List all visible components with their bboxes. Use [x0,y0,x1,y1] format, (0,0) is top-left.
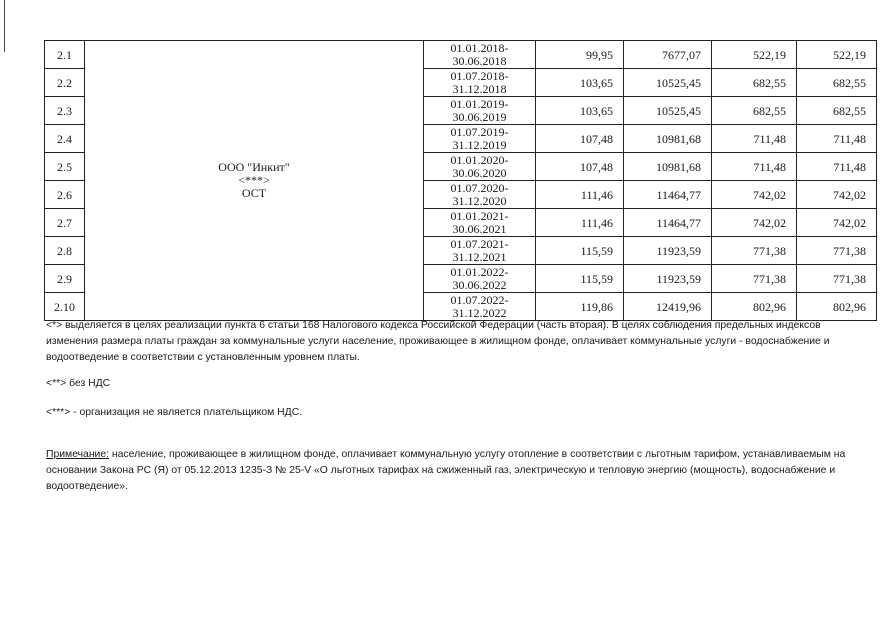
value-cell-4: 711,48 [797,125,877,153]
period-cell [424,237,536,265]
value-cell-4: 522,19 [797,41,877,69]
value-cell-2: 10981,68 [624,153,712,181]
value-cell-3: 771,38 [712,265,797,293]
period-end: 31.12.2022 [452,305,507,320]
row-number: 2.7 [45,209,85,237]
period-cell [424,97,536,125]
period-start: 01.07.2018- [450,68,509,83]
value-cell-1: 107,48 [536,125,624,153]
period-end: 30.06.2022 [452,277,507,292]
tariff-table-body [45,41,877,321]
row-number: 2.6 [45,181,85,209]
period-cell [424,41,536,69]
period-end: 31.12.2019 [452,137,507,152]
value-cell-2: 11923,59 [624,265,712,293]
period-cell [424,153,536,181]
row-number: 2.9 [45,265,85,293]
organization-mark: <***> [238,173,270,187]
value-cell-4: 711,48 [797,153,877,181]
value-cell-1: 115,59 [536,265,624,293]
period-start: 01.07.2021- [450,236,509,251]
period-start: 01.07.2020- [450,180,509,195]
period-cell [424,265,536,293]
value-cell-2: 12419,96 [624,293,712,321]
footnotes [46,318,846,495]
value-cell-3: 682,55 [712,69,797,97]
period-start: 01.07.2019- [450,124,509,139]
value-cell-1: 115,59 [536,237,624,265]
value-cell-1: 103,65 [536,97,624,125]
value-cell-3: 711,48 [712,153,797,181]
row-number: 2.3 [45,97,85,125]
period-end: 30.06.2021 [452,221,507,236]
value-cell-1: 107,48 [536,153,624,181]
value-cell-4: 802,96 [797,293,877,321]
footnote-vat-purpose: <*> выделяется в целях реализации пункта 6 статьи 168 Налогового кодекса Российской Федерации (часть вторая). В целях соблюдения предельных индексов изменения размера платы граждан за коммунальные услуги население, проживающее в жилищном фонде, оплачивает коммунальные услуги - водоснабжение и водоотведение в соответствии с установленным уровнем платы. [46,320,830,363]
value-cell-3: 742,02 [712,209,797,237]
period-end: 30.06.2019 [452,109,507,124]
organization-system: ОСТ [241,186,267,200]
value-cell-3: 742,02 [712,181,797,209]
value-cell-3: 771,38 [712,237,797,265]
period-end: 30.06.2020 [452,165,507,180]
value-cell-1: 111,46 [536,209,624,237]
footnote-not-vat-payer: <***> - организация не является плательщиком НДС. [46,407,303,418]
table-row [45,41,877,69]
period-start: 01.01.2021- [450,208,509,223]
value-cell-3: 522,19 [712,41,797,69]
value-cell-3: 682,55 [712,97,797,125]
value-cell-1: 111,46 [536,181,624,209]
value-cell-4: 771,38 [797,237,877,265]
period-cell [424,125,536,153]
value-cell-2: 11464,77 [624,181,712,209]
row-number: 2.4 [45,125,85,153]
period-cell [424,69,536,97]
footnote-no-vat: <**> без НДС [46,378,111,389]
value-cell-1: 119,86 [536,293,624,321]
period-end: 31.12.2020 [452,193,507,208]
period-end: 31.12.2018 [452,81,507,96]
value-cell-4: 682,55 [797,97,877,125]
value-cell-4: 771,38 [797,265,877,293]
period-start: 01.01.2019- [450,96,509,111]
period-start: 01.01.2018- [450,40,509,55]
period-start: 01.07.2022- [450,292,509,307]
note [46,447,846,495]
period-start: 01.01.2020- [450,152,509,167]
organization-cell [85,41,424,321]
row-number: 2.1 [45,41,85,69]
period-cell [424,181,536,209]
value-cell-3: 711,48 [712,125,797,153]
period-cell [424,209,536,237]
value-cell-2: 10981,68 [624,125,712,153]
tariff-table [44,40,877,321]
value-cell-2: 10525,45 [624,69,712,97]
note-label: Примечание: [46,449,110,460]
organization-name: ООО "Инкит" [218,160,290,174]
value-cell-2: 7677,07 [624,41,712,69]
period-cell [424,293,536,321]
value-cell-4: 682,55 [797,69,877,97]
value-cell-1: 99,95 [536,41,624,69]
note-text: население, проживающее в жилищном фонде, оплачивает коммунальную услугу отопление в соответствии с льготным тарифом, устанавливаемым на основании Закона РС (Я) от 05.12.2013 1235-З № 25-V «О льготных тарифах на сжиженный газ, электрическую и тепловую энергию (мощность), водоснабжение и водоотведение». [46,449,846,492]
row-number: 2.2 [45,69,85,97]
value-cell-3: 802,96 [712,293,797,321]
row-number: 2.8 [45,237,85,265]
value-cell-4: 742,02 [797,209,877,237]
row-number: 2.10 [45,293,85,321]
row-number: 2.5 [45,153,85,181]
value-cell-2: 10525,45 [624,97,712,125]
period-end: 31.12.2021 [452,249,507,264]
period-end: 30.06.2018 [452,53,507,68]
margin-mark [4,0,5,52]
value-cell-2: 11464,77 [624,209,712,237]
value-cell-4: 742,02 [797,181,877,209]
period-start: 01.01.2022- [450,264,509,279]
value-cell-2: 11923,59 [624,237,712,265]
value-cell-1: 103,65 [536,69,624,97]
